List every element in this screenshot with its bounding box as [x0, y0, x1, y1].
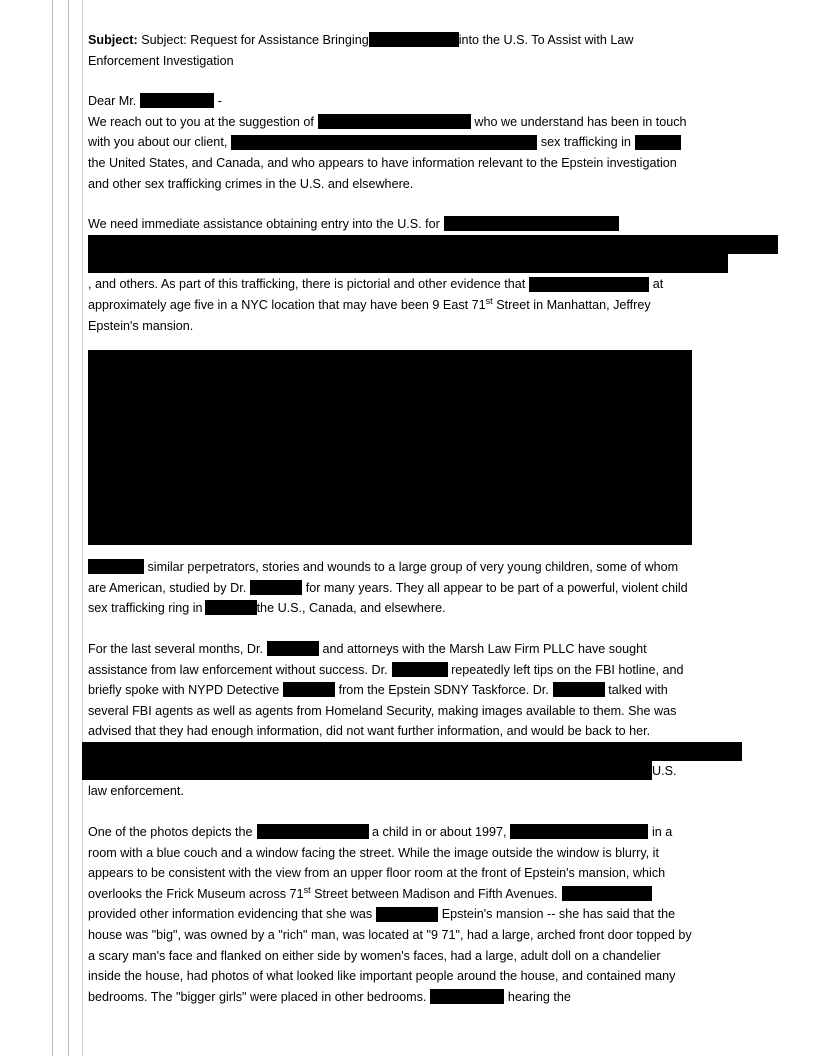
intro-seg-4: the United States, and Canada, and who appears to have information relevant to the Epstein investigation and other sex trafficking crimes in the U.S. and elsewhere. [88, 155, 677, 191]
paragraph-intro [88, 112, 692, 194]
paragraph-perpetrators [88, 557, 692, 619]
intro-seg-1: We reach out to you at the suggestion of [88, 114, 314, 129]
ordinal-suffix-71st-b: st [303, 884, 311, 895]
paragraph-photos [88, 822, 692, 1007]
le-seg-1: For the last several months, Dr. [88, 641, 263, 656]
spacer [88, 802, 692, 822]
salutation-suffix: - [217, 94, 222, 109]
perp-seg-3: the U.S., Canada, and elsewhere. [256, 601, 446, 616]
redaction-bar-full-line [88, 235, 778, 254]
page-margin-rule-inner [82, 0, 83, 1056]
page-margin-rule-mid [68, 0, 69, 1056]
paragraph-law-enforcement [88, 639, 692, 742]
entry-seg-4: Street in Manhattan, Jeffrey Epstein's mansion. [88, 297, 651, 333]
photo-seg-5: provided other information evidencing that she was [88, 907, 373, 922]
subject-line [88, 30, 692, 71]
spacer [88, 619, 692, 639]
document-body [88, 30, 692, 1007]
spacer [88, 194, 692, 214]
redaction-bar [529, 277, 649, 292]
redaction-bar [257, 824, 369, 839]
entry-seg-1: We need immediate assistance obtaining entry into the U.S. for [88, 217, 440, 232]
redaction-bar [430, 989, 504, 1004]
subject-label: Subject: [88, 33, 138, 47]
photo-seg-1: One of the photos depicts the [88, 825, 253, 840]
redaction-bar [635, 135, 681, 150]
perp-seg-1: similar perpetrators, stories and wounds to a large group of very young children, some of whom are American, studied by Dr. [88, 560, 679, 595]
redaction-bar [392, 662, 448, 677]
le-seg-5: talked with several FBI agents as well as agents from Homeland Security, making images available to them. She was advised that they had enough information, did not want further information, and would be back to her. [88, 683, 677, 739]
photo-seg-6: Epstein's mansion -- she has said that the house was "big", was owned by a "rich" man, was located at "9 71", had a large, arched front door topped by a scary man's face and flanked on either side by women's faces, had a large, adult doll on a chandelier inside the house, had photos of what looked like important people around the house, and contained many bedrooms. The "bigger girls" were placed in other bedrooms. [88, 907, 692, 1004]
intro-seg-2: who we understand has been in touch with you about our client, [88, 114, 687, 150]
spacer [88, 71, 692, 91]
entry-seg-2: , and others. As part of this trafficking, there is pictorial and other evidence that [88, 277, 526, 292]
le-seg-2: and attorneys with the Marsh Law Firm PLLC have sought assistance from law enforcement without success. Dr. [88, 641, 647, 677]
redaction-bar [205, 600, 257, 615]
entry-seg-3: at approximately age five in a NYC location that may have been 9 East 71 [88, 277, 664, 312]
salutation-prefix: Dear Mr. [88, 94, 137, 109]
paragraph-law-enforcement-cont [88, 761, 692, 802]
ordinal-suffix-71st-a: st [485, 295, 493, 306]
salutation-line [88, 91, 692, 112]
page-margin-rule-left [52, 0, 53, 1056]
redaction-bar [88, 559, 144, 574]
redaction-bar [267, 641, 319, 656]
subject-text-b: into the U.S. To Assist with Law Enforcement Investigation [88, 33, 634, 68]
le-seg-4: from the Epstein SDNY Taskforce. Dr. [338, 683, 549, 698]
redaction-bar [82, 761, 652, 780]
redaction-bar [88, 254, 728, 273]
redaction-bar [369, 32, 459, 47]
photo-seg-3: in a room with a blue couch and a window facing the street. While the image outside the window is blurry, it appears to be consistent with the view from an upper floor room at the front of Epstein's mansion, which overlooks the Frick Museum across 71 [88, 825, 673, 901]
redacted-image-block [88, 350, 692, 545]
perp-seg-2: for many years. They all appear to be part of a powerful, violent child sex trafficking ring in [88, 580, 688, 616]
photo-seg-4: Street between Madison and Fifth Avenues. [310, 886, 558, 901]
paragraph-entry-request [88, 214, 692, 235]
subject-text-a: Subject: Request for Assistance Bringing [141, 33, 369, 47]
redaction-bar [510, 824, 648, 839]
photo-seg-7: hearing the [507, 989, 571, 1004]
le-seg-3: repeatedly left tips on the FBI hotline, and briefly spoke with NYPD Detective [88, 662, 684, 698]
paragraph-entry-request-cont [88, 254, 692, 336]
redaction-bar [562, 886, 652, 901]
intro-seg-3: sex trafficking in [540, 135, 631, 150]
le-seg-6: U.S. law enforcement. [88, 763, 677, 799]
redaction-bar [283, 682, 335, 697]
redaction-bar [318, 114, 471, 129]
photo-seg-2: a child in or about 1997, [372, 825, 507, 840]
redaction-bar [250, 580, 302, 595]
redaction-bar [376, 907, 438, 922]
redaction-bar-full-line [82, 742, 742, 761]
redaction-bar [140, 93, 214, 108]
redaction-bar [231, 135, 537, 150]
redaction-bar [444, 216, 619, 231]
redaction-bar [553, 682, 605, 697]
